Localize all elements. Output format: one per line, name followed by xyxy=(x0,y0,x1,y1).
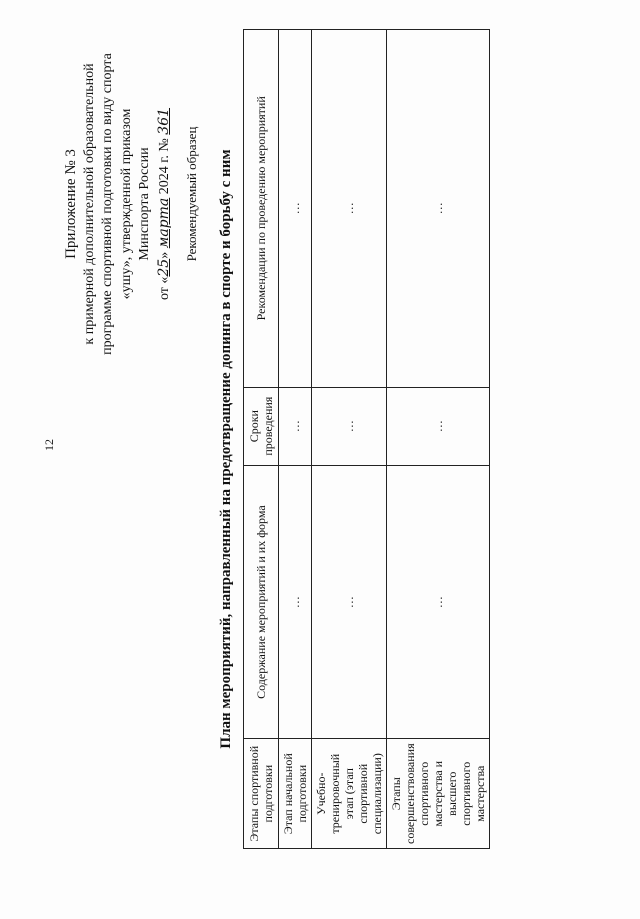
appendix-line-1: к примерной дополнительной образовательной xyxy=(81,63,97,345)
table-row xyxy=(279,30,312,849)
cell-content: … xyxy=(312,465,387,739)
header-content: Содержание мероприятий и их форма xyxy=(244,465,279,739)
order-number: 361 xyxy=(155,107,172,135)
order-prefix: от « xyxy=(156,276,172,301)
header-stage: Этапы спортивной подготовки xyxy=(244,739,279,849)
header-recommendations: Рекомендации по проведению мероприятий xyxy=(244,30,279,388)
cell-stage: Этапы совершенствования спортивного мастерства и высшего спортивного мастерства xyxy=(387,739,490,849)
cell-recommendations: … xyxy=(312,30,387,388)
cell-stage: Учебно-тренировочный этап (этап спортивной специализации) xyxy=(312,739,387,849)
plan-title: План мероприятий, направленный на предотвращение допинга в спорте и борьбу с ним xyxy=(218,149,234,749)
cell-stage: Этап начальной подготовки xyxy=(279,739,312,849)
appendix-line-4: Минспорта России xyxy=(137,147,152,261)
header-terms: Сроки проведения xyxy=(244,387,279,465)
plan-table xyxy=(243,29,490,849)
appendix-block xyxy=(62,9,174,399)
appendix-line-2: программе спортивной подготовки по виду спорта xyxy=(100,53,115,355)
table-header-row xyxy=(244,30,279,849)
page-number: 12 xyxy=(42,439,56,451)
order-year: 2024 г. № xyxy=(156,134,172,198)
order-day: 25 xyxy=(155,258,172,277)
table-row xyxy=(387,30,490,849)
cell-terms: … xyxy=(387,387,490,465)
cell-recommendations: … xyxy=(279,30,312,388)
cell-content: … xyxy=(387,465,490,739)
appendix-title: Приложение № 3 xyxy=(63,149,79,259)
cell-terms: … xyxy=(312,387,387,465)
cell-recommendations: … xyxy=(387,30,490,388)
table-row xyxy=(312,30,387,849)
order-line xyxy=(155,9,175,399)
cell-terms: … xyxy=(279,387,312,465)
appendix-line-3: «ушу», утвержденной приказом xyxy=(118,108,134,300)
recommended-sample-label: Рекомендуемый образец xyxy=(184,126,199,262)
cell-content: … xyxy=(279,465,312,739)
order-month: марта xyxy=(155,197,172,249)
order-mid: » xyxy=(156,248,172,259)
